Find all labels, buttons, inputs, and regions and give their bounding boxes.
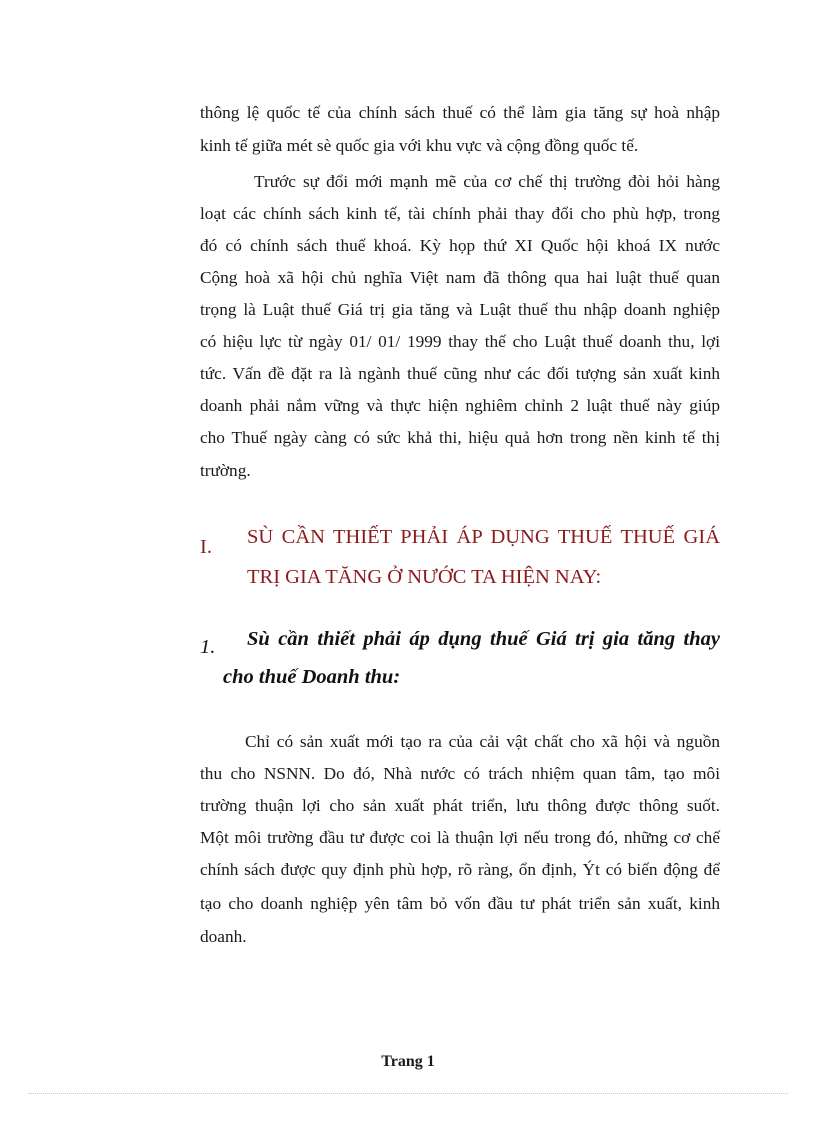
paragraph-line: Cộng hoà xã hội chủ nghĩa Việt nam đã thông qua hai luật thuế quan [200, 268, 720, 287]
paragraph-line: loạt các chính sách kinh tế, tài chính phải thay đổi cho phù hợp, trong [200, 204, 720, 223]
section-number: I. [200, 536, 212, 558]
subsection-number: 1. [200, 636, 216, 658]
paragraph-line: tạo cho doanh nghiệp yên tâm bỏ vốn đầu tư phát triển sản xuất, kinh [200, 894, 720, 913]
paragraph-line: có hiệu lực từ ngày 01/ 01/ 1999 thay thế cho Luật thuế doanh thu, lợi [200, 332, 720, 351]
page-bottom-divider [28, 1093, 788, 1094]
paragraph-line: doanh phải nắm vững và thực hiện nghiêm chỉnh 2 luật thuế này giúp [200, 396, 720, 415]
section-heading-line: TRỊ GIA TĂNG Ở NƯỚC TA HIỆN NAY: [247, 566, 602, 588]
paragraph-line: Một môi trường đầu tư được coi là thuận lợi nếu trong đó, những cơ chế [200, 828, 720, 847]
paragraph-line: chính sách được quy định phù hợp, rõ ràng, ổn định, Ýt có biến động để [200, 860, 720, 879]
section-heading-line: SÙ CẦN THIẾT PHẢI ÁP DỤNG THUẾ THUẾ GIÁ [247, 526, 720, 548]
paragraph-line: Chỉ có sản xuất mới tạo ra của cải vật chất cho xã hội và nguồn [245, 732, 720, 751]
paragraph-line: đó có chính sách thuế khoá. Kỳ họp thứ XI Quốc hội khoá IX nước [200, 236, 720, 255]
subsection-heading-line: cho thuế Doanh thu: [223, 666, 401, 688]
paragraph-line: trường thuận lợi cho sản xuất phát triển, lưu thông được thông suốt. [200, 796, 720, 815]
paragraph-line: kinh tế giữa mét sè quốc gia với khu vực và cộng đồng quốc tế. [200, 136, 639, 155]
paragraph-line: doanh. [200, 927, 247, 946]
paragraph-line: trường. [200, 461, 251, 480]
paragraph-line: thu cho NSNN. Do đó, Nhà nước có trách nhiệm quan tâm, tạo môi [200, 764, 720, 783]
page-number-footer: Trang 1 [381, 1053, 435, 1070]
paragraph-line: Trước sự đổi mới mạnh mẽ của cơ chế thị trường đòi hỏi hàng [254, 172, 720, 191]
subsection-heading-line: Sù cần thiết phải áp dụng thuế Giá trị gia tăng thay [247, 628, 720, 650]
paragraph-line: tức. Vấn đề đặt ra là ngành thuế cũng như các đối tượng sản xuất kinh [200, 364, 720, 383]
paragraph-line: cho Thuế ngày càng có sức khả thi, hiệu quả hơn trong nền kinh tế thị [200, 428, 720, 447]
paragraph-line: trọng là Luật thuế Giá trị gia tăng và Luật thuế thu nhập doanh nghiệp [200, 300, 720, 319]
paragraph-line: thông lệ quốc tế của chính sách thuế có thể làm gia tăng sự hoà nhập [200, 103, 720, 122]
